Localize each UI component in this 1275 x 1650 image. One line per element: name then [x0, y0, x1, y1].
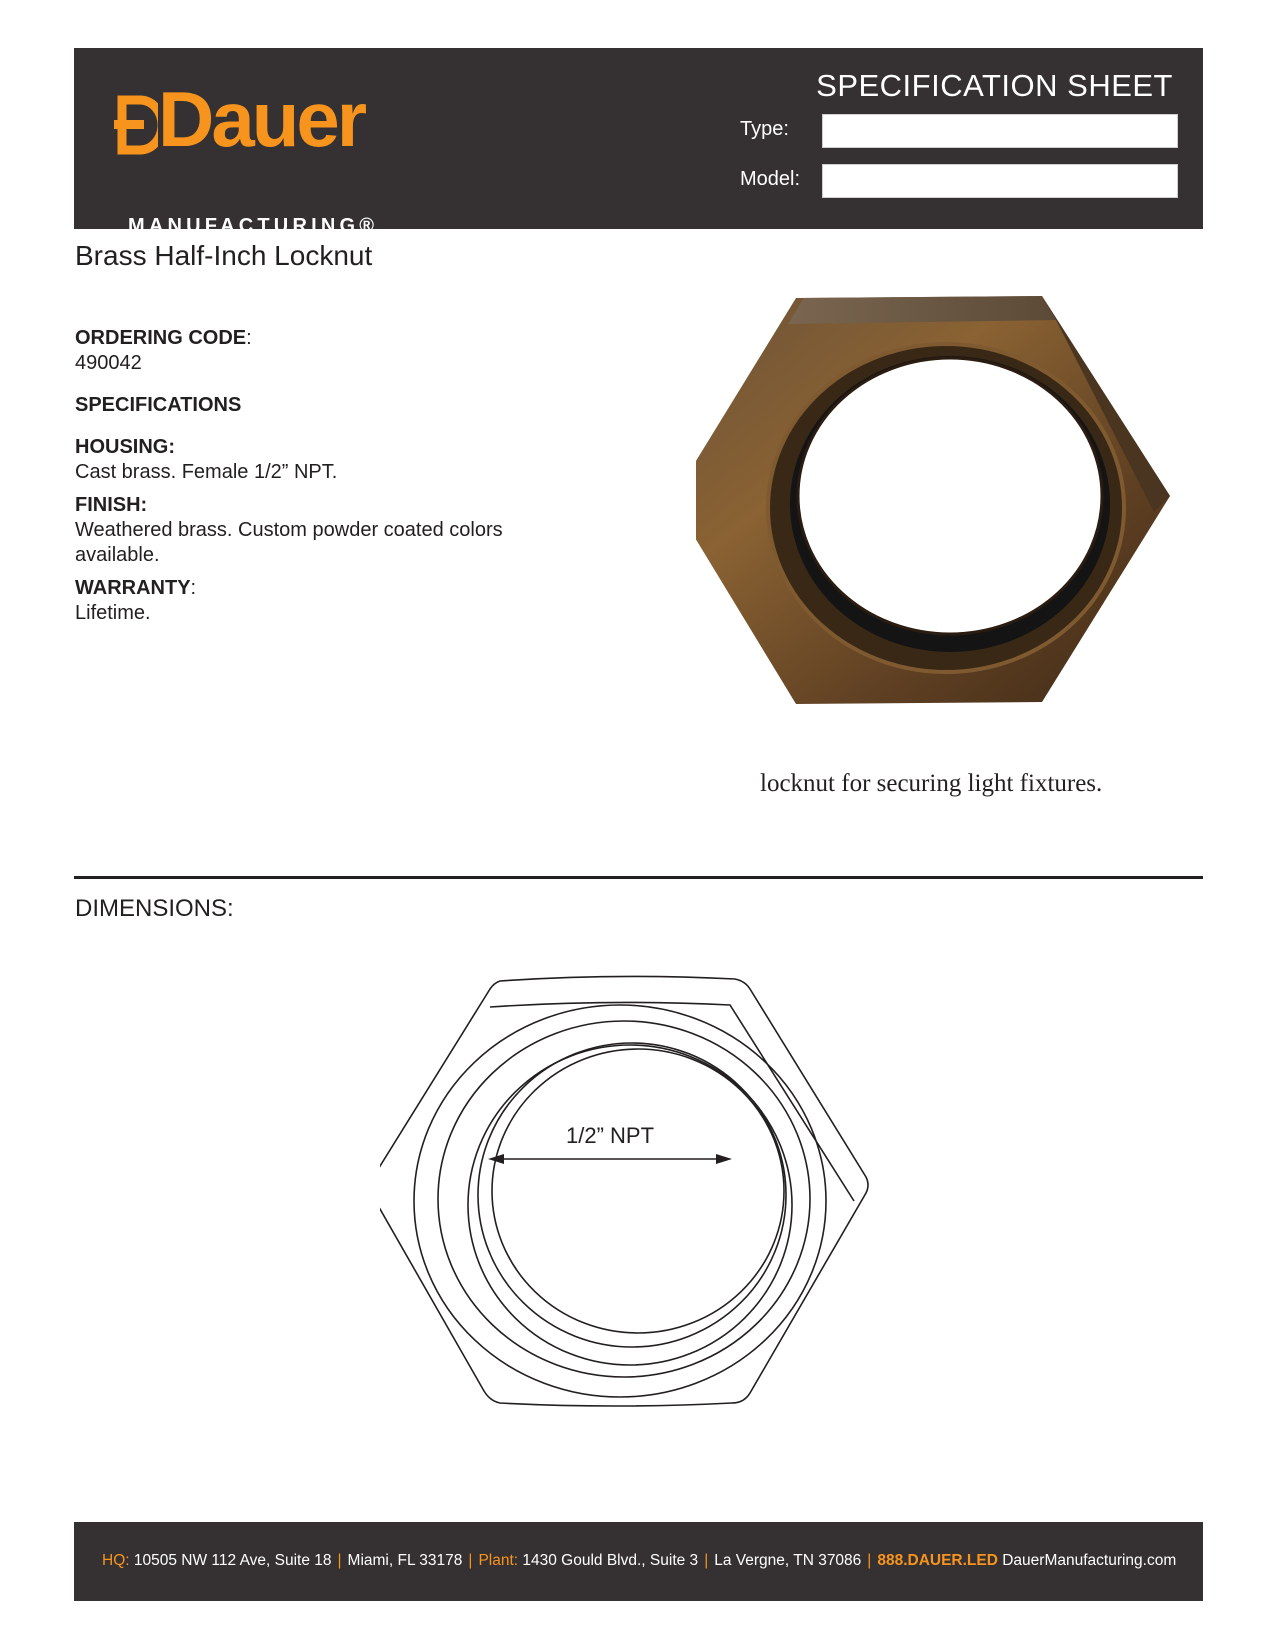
- separator: |: [867, 1552, 872, 1569]
- header-band: [74, 48, 1203, 237]
- finish-text: Weathered brass. Custom powder coated colors available.: [75, 519, 503, 566]
- hex-top-edge: [490, 1002, 854, 1201]
- housing-label: HOUSING:: [75, 436, 175, 458]
- hex-outline: [380, 976, 868, 1406]
- ordering-code-colon: :: [246, 327, 252, 349]
- plant-city: La Vergne, TN 37086: [714, 1552, 862, 1569]
- separator: |: [704, 1552, 709, 1569]
- model-field[interactable]: [822, 164, 1178, 198]
- website-link[interactable]: DauerManufacturing.com: [1002, 1552, 1177, 1569]
- spec-details: [75, 326, 545, 626]
- locknut-dimension-drawing: [380, 975, 900, 1435]
- brand-subtitle: MANUFACTURING®: [128, 215, 379, 237]
- dauer-d-mark-icon: [114, 94, 158, 156]
- section-divider: [74, 876, 1203, 879]
- separator: |: [468, 1552, 473, 1569]
- locknut-photo: [696, 290, 1186, 730]
- finish-label: FINISH:: [75, 494, 148, 516]
- footer-contact: [102, 1552, 1176, 1570]
- npt-label: 1/2” NPT: [565, 1123, 655, 1148]
- bore-ring: [492, 1049, 784, 1333]
- ordering-code-value: 490042: [75, 352, 142, 374]
- ordering-code-heading: [75, 326, 545, 351]
- hq-address: 10505 NW 112 Ave, Suite 18: [133, 1552, 332, 1569]
- type-field[interactable]: [822, 114, 1178, 148]
- product-caption: locknut for securing light fixtures.: [760, 770, 1103, 797]
- type-label: Type:: [740, 118, 789, 140]
- right-arrowhead: [716, 1154, 732, 1164]
- hq-city: Miami, FL 33178: [347, 1552, 463, 1569]
- warranty-colon: :: [190, 577, 197, 599]
- plant-address: 1430 Gould Blvd., Suite 3: [522, 1552, 699, 1569]
- outer-ring: [414, 1005, 826, 1397]
- spec-sheet-title: SPECIFICATION SHEET: [816, 68, 1173, 103]
- warranty-heading: [75, 576, 545, 601]
- dauer-logo: [114, 75, 414, 237]
- warranty-label: WARRANTY: [75, 577, 191, 599]
- brand-name: Dauer: [158, 75, 365, 163]
- phone-number[interactable]: 888.DAUER.LED: [877, 1552, 998, 1569]
- footer-band: [74, 1522, 1203, 1601]
- ordering-code-label: ORDERING CODE: [75, 327, 247, 349]
- separator: |: [337, 1552, 342, 1569]
- product-title: Brass Half-Inch Locknut: [75, 240, 373, 271]
- plant-label: Plant:: [478, 1552, 519, 1569]
- model-label: Model:: [740, 168, 801, 190]
- middle-ring: [438, 1021, 810, 1377]
- hq-label: HQ:: [102, 1552, 130, 1569]
- housing-text: Cast brass. Female 1/2” NPT.: [75, 461, 338, 483]
- dimensions-title: DIMENSIONS:: [75, 895, 234, 922]
- warranty-text: Lifetime.: [75, 602, 151, 624]
- specifications-heading: SPECIFICATIONS: [75, 394, 242, 416]
